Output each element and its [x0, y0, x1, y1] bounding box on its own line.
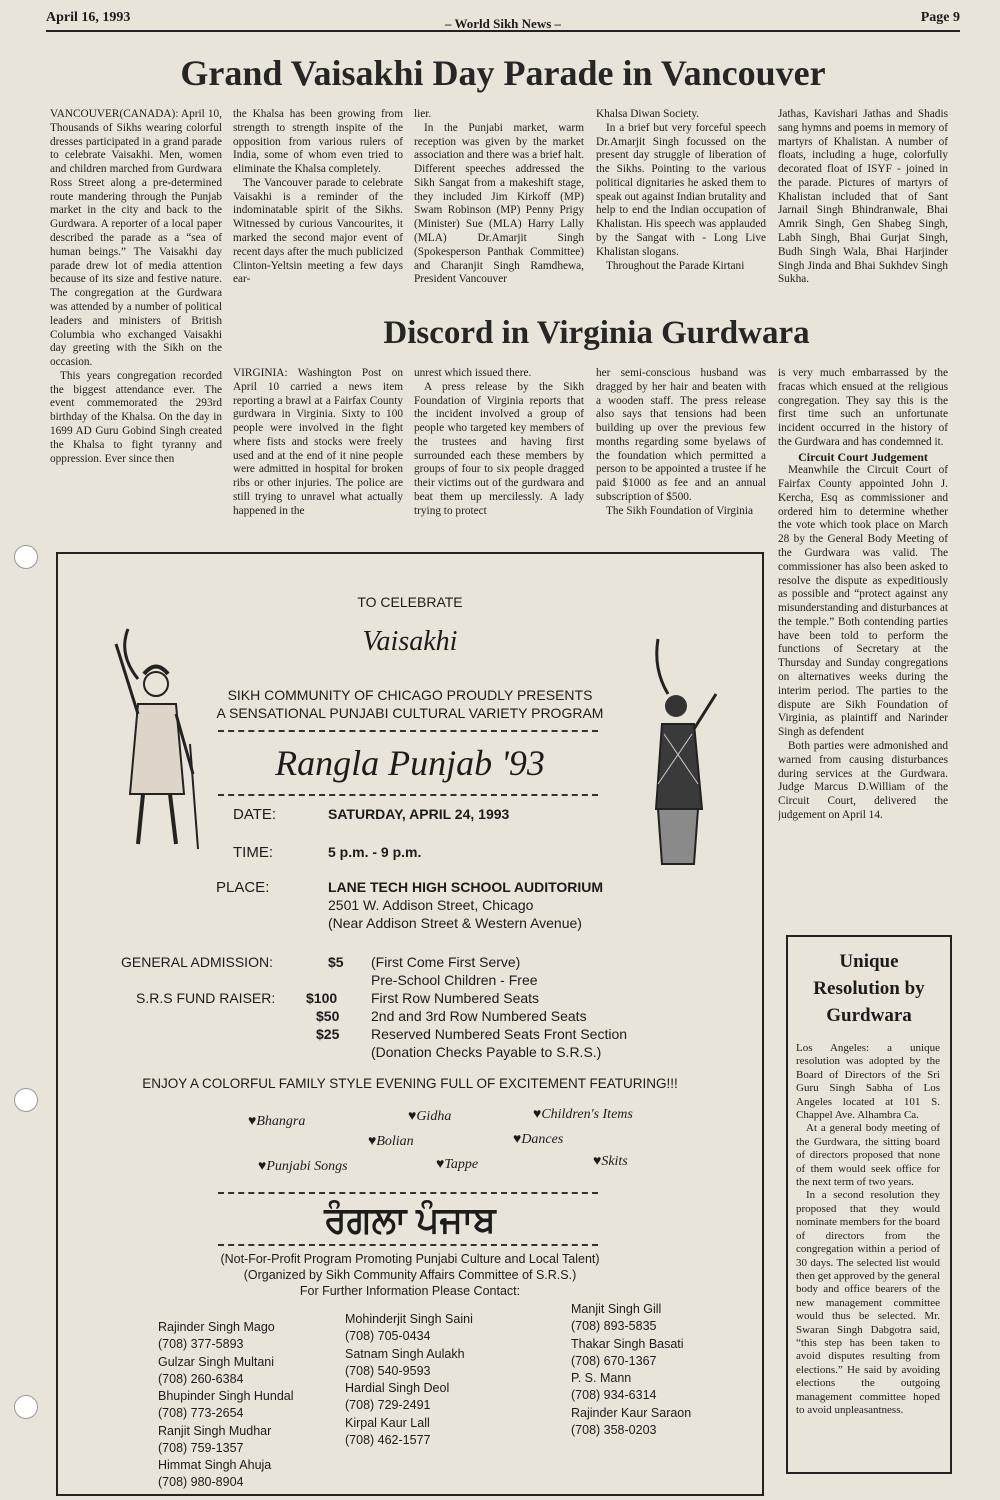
- ad-vaisakhi-title: Vaisakhi: [362, 626, 458, 657]
- binder-hole: [14, 1088, 38, 1112]
- ad-place-name: LANE TECH HIGH SCHOOL AUDITORIUM: [328, 879, 604, 895]
- paragraph: VIRGINIA: Washington Post on April 10 carried a news item reporting a brawl at a Fairfax County gurdwara in Virginia. Sixty to 100 people were involved in the fight where fists and stocks were freely used and at the end of it nine people were admitted in hospital for broken ribs or other injuries. The police are still trying to unravel what actually happened in the: [233, 367, 403, 517]
- divider: [218, 1192, 598, 1194]
- ad-tier-25: Reserved Numbered Seats Front Section: [371, 1026, 628, 1042]
- article2-column-1: [233, 367, 403, 535]
- paragraph: Throughout the Parade Kirtani: [606, 259, 745, 272]
- feature-item: ♥Gidha: [408, 1109, 452, 1124]
- rangla-punjab-advertisement: [56, 552, 764, 1496]
- article2-column-4: [778, 367, 948, 922]
- ad-contact-heading: For Further Information Please Contact:: [299, 1284, 521, 1298]
- ad-time-label: TIME:: [233, 844, 273, 861]
- ad-enjoy-line: ENJOY A COLORFUL FAMILY STYLE EVENING FULL OF EXCITEMENT FEATURING!!!: [142, 1076, 678, 1091]
- paragraph: A press release by the Sikh Foundation of Virginia reports that the incident involved a group of people who targeted key members of the trustees and having first surrounded each these members by groups of four to six people dragged their victims out of the gurdwara and beat them up mercilessly. A lady trying to protect: [414, 380, 584, 517]
- ad-place-label: PLACE:: [216, 879, 270, 896]
- ad-tier-100: First Row Numbered Seats: [371, 990, 540, 1006]
- ad-price-50: $50: [316, 1008, 340, 1024]
- paragraph: Both parties were admonished and warned from causing disturbances during services at the Gurdwara. Judge Marcus D.William of the Circuit Court, delivered the judgement on April 14.: [778, 739, 948, 821]
- ad-price-100: $100: [306, 990, 338, 1006]
- article2-column-2: [414, 367, 584, 535]
- ad-to-celebrate: TO CELEBRATE: [357, 594, 463, 610]
- article2-column-3: [596, 367, 766, 535]
- ad-time-value: 5 p.m. - 9 p.m.: [328, 844, 422, 860]
- ad-contacts-column-1: Rajinder Singh Mago (708) 377-5893 Gulzar Singh Multani (708) 260-6384 Bhupinder Singh Hundal (708) 773-2654 Ranjit Singh Mudhar (708) 759-1357 Himmat Singh Ahuja (708) 980-8904: [158, 1320, 294, 1490]
- ad-program-title: Rangla Punjab '93: [275, 743, 545, 783]
- paragraph: The Sikh Foundation of Virginia: [606, 504, 754, 517]
- ad-preschool-note: Pre-School Children - Free: [371, 972, 538, 988]
- page-header: [46, 8, 960, 32]
- ad-date-label: DATE:: [233, 806, 277, 823]
- ad-fund-raiser-label: S.R.S FUND RAISER:: [136, 990, 276, 1006]
- ad-presents-line-2: A SENSATIONAL PUNJABI CULTURAL VARIETY PROGRAM: [216, 705, 604, 721]
- binder-hole: [14, 545, 38, 569]
- paragraph: Los Angeles: a unique resolution was adopted by the Board of Directors of the Sri Guru Singh Sabha of Los Angeles located at 101 S. Chappel Ave. Alhambra Ca.: [796, 1042, 940, 1122]
- paragraph: her semi-conscious husband was dragged by her hair and beaten with a wooden staff. The press release also says that tensions had been building up over the previous few months regarding some byelaws of the foundation which permitted a person to be appointed a trustee if he paid $1000 as fee and an annual subscription of $500.: [596, 367, 766, 504]
- feature-item: ♥Dances: [513, 1132, 564, 1147]
- feature-item: ♥Bhangra: [248, 1114, 306, 1129]
- ad-contacts-column-2: Mohinderjit Singh Saini (708) 705-0434 Satnam Singh Aulakh (708) 540-9593 Hardial Singh Deol (708) 729-2491 Kirpal Kaur Lall (708) 462-1577: [345, 1312, 473, 1447]
- ad-donation-note: (Donation Checks Payable to S.R.S.): [371, 1044, 602, 1060]
- article1-column-2: [233, 108, 403, 308]
- ad-general-admission-label: GENERAL ADMISSION:: [121, 954, 273, 970]
- box-title: Unique Resolution by Gurdwara: [813, 951, 925, 1026]
- binder-hole: [14, 1395, 38, 1419]
- feature-item: ♥Punjabi Songs: [258, 1159, 348, 1174]
- ad-place-directions: (Near Addison Street & Western Avenue): [328, 915, 582, 931]
- paragraph: is very much embarrassed by the fracas which ensued at the religious congregation. They say this is the first time such an unfortunate incident occurred in the history of the Gurdwara and has condemned it.: [778, 367, 948, 448]
- ad-nonprofit-note: (Not-For-Profit Program Promoting Punjabi Culture and Local Talent): [220, 1252, 600, 1266]
- paragraph: VANCOUVER(CANADA): April 10, Thousands of Sikhs wearing colorful dresses participated in a grand parade to celebrate Vaisakhi. Men, women and children marched from Gurdwara Ross Street along a pre-determined route mandering through the Punjab market in the city and back to the Gurdwara. A reporter of a local paper described the parade as a “sea of human beings.” The Vaisakhi day parade drew lot of media attention because of its size and festive nature. The congregation at the Gurdwara was attended by a number of political leaders and ministers of British Columbia who exchanged Vaisakhi day greeting with the Sikh on the occasion.: [50, 108, 222, 369]
- paragraph: The Vancouver parade to celebrate Vaisakhi is a reminder of the indominatable spirit of the Sikhs. Witnessed by curious Vancourites, it marked the second major event of recent days after the much publicized Clinton-Yeltsin meeting a few days ear-: [233, 176, 403, 286]
- ad-contacts-column-3: Manjit Singh Gill (708) 893-5835 Thakar Singh Basati (708) 670-1367 P. S. Mann (708) 934-6314 Rajinder Kaur Saraon (708) 358-0203: [571, 1302, 692, 1437]
- paragraph: Jathas, Kavishari Jathas and Shadis sang hymns and poems in memory of martyrs of Khalistan. A number of floats, including a huge, colorfully decorated float of ISYF - joined in the parade. Pictures of martyrs of Khalistan included that of Sant Jarnail Singh Bhindranwale, Bhai Amrik Singh, Gen Shabeg Singh, Labh Singh, Bhai Gurjat Singh, Budh Singh Wala, Bhai Harjinder Singh Jinda and Bhai Sukhdev Singh Sukha.: [778, 108, 948, 286]
- paragraph: At a general body meeting of the Gurdwara, the sitting board of directors proposed that none of them would seek office for the next term of two years.: [796, 1122, 940, 1189]
- article1-column-1: [50, 108, 222, 536]
- divider: [218, 1244, 598, 1246]
- paragraph: Khalsa Diwan Society.: [596, 108, 700, 120]
- ad-general-admission-price: $5: [328, 954, 344, 970]
- paragraph: In a brief but very forceful speech Dr.Amarjit Singh focussed on the present day struggle of liberation of the Sikhs. Pointing to the various political dignitaries he asked them to speak out against Indian brutality and help to end the Indian occupation of Khalistan. His speech was applauded by the Sangat with - Long Live Khalistan slogans.: [596, 121, 766, 258]
- feature-item: ♥Tappe: [436, 1157, 479, 1172]
- headline-discord-virginia: Discord in Virginia Gurdwara: [383, 315, 810, 351]
- subheading-circuit-court: Circuit Court Judgement: [798, 449, 928, 464]
- ad-presents-line-1: SIKH COMMUNITY OF CHICAGO PROUDLY PRESENTS: [227, 687, 593, 703]
- ad-date-value: SATURDAY, APRIL 24, 1993: [328, 806, 510, 822]
- headline-vaisakhi-parade: Grand Vaisakhi Day Parade in Vancouver: [180, 53, 826, 93]
- paragraph: lier.: [414, 108, 432, 120]
- unique-resolution-box: [786, 935, 952, 1474]
- header-date: April 16, 1993: [46, 10, 131, 25]
- paragraph: In a second resolution they proposed that they would nominate members for the board of directors from the congregation within a period of 30 days. The selected list would then get approved by the general body and office bearers of the new management committee would thus be selected. Mr. Swaran Singh Dabgotra said, “this step has been taken to avoid disputes resulting from elections.” He said by avoiding elections the outgoing management committee hoped to avoid unpleasantness.: [796, 1189, 940, 1416]
- article1-column-4: [596, 108, 766, 308]
- header-page-number: Page 9: [920, 10, 960, 25]
- feature-item: ♥Children's Items: [533, 1107, 633, 1122]
- paragraph: This years congregation recorded the biggest attendance ever. The event commemorated the 293rd birthday of the Khalsa. On the day in 1699 AD Guru Gobind Singh created the Khalsa to fight tyranny and oppression. Ever since then: [50, 369, 222, 465]
- article1-column-3: [414, 108, 584, 308]
- ad-place-address: 2501 W. Addison Street, Chicago: [328, 897, 534, 913]
- divider: [218, 794, 598, 796]
- divider: [218, 730, 598, 732]
- paragraph: In the Punjabi market, warm reception was given by the market association and there was a brief halt. Different speeches addressed the Sikh Sangat from a makeshift stage, they included Jim Kirkoff (MP) Swam Robinson (MP) Penny Prigy (Minister) Sue (MLA) Harry Lally (MLA) Dr.Amarjit Singh (Spokesperson Panthak Committee) and Charanjit Singh Ramdhewa, President Vancouver: [414, 121, 584, 286]
- header-paper: – World Sikh News –: [444, 16, 562, 31]
- paragraph: Meanwhile the Circuit Court of Fairfax County appointed John J. Kercha, Esq as commissioner and ordered him to determine whether the vote which took place on March 28 by the General Body Meeting of the Gurdwara was valid. The commissioner has also been asked to resolve the dispute as expeditiously as possible and “protect against any misunderstanding and disturbances at the temple.” Both contending parties have been told to perform the functions of Secretary at the Thursday and Sunday congregations on alternatives weeks during the interim period. The parties to the dispute are Sikh Foundation of Virginia, as plaintiff and Narinder Singh as defendent: [778, 464, 948, 739]
- male-dancer-illustration: [98, 624, 208, 854]
- paragraph: the Khalsa has been growing from strength to strength inspite of the opposition from various rulers of India, some of whom even tried to eliminate the Khalsa completely.: [233, 108, 403, 176]
- box-body: [796, 1042, 940, 1462]
- paragraph: unrest which issued there.: [414, 367, 532, 379]
- ad-organizer-note: (Organized by Sikh Community Affairs Committee of S.R.S.): [243, 1268, 577, 1282]
- feature-item: ♥Skits: [593, 1154, 628, 1169]
- article1-column-5: [778, 108, 948, 308]
- ad-general-admission-note: (First Come First Serve): [371, 954, 521, 970]
- feature-item: ♥Bolian: [368, 1134, 414, 1149]
- ad-gurmukhi-logo: ਰੰਗਲਾ ਪੰਜਾਬ: [324, 1199, 496, 1240]
- ad-price-25: $25: [316, 1026, 340, 1042]
- ad-tier-50: 2nd and 3rd Row Numbered Seats: [371, 1008, 587, 1024]
